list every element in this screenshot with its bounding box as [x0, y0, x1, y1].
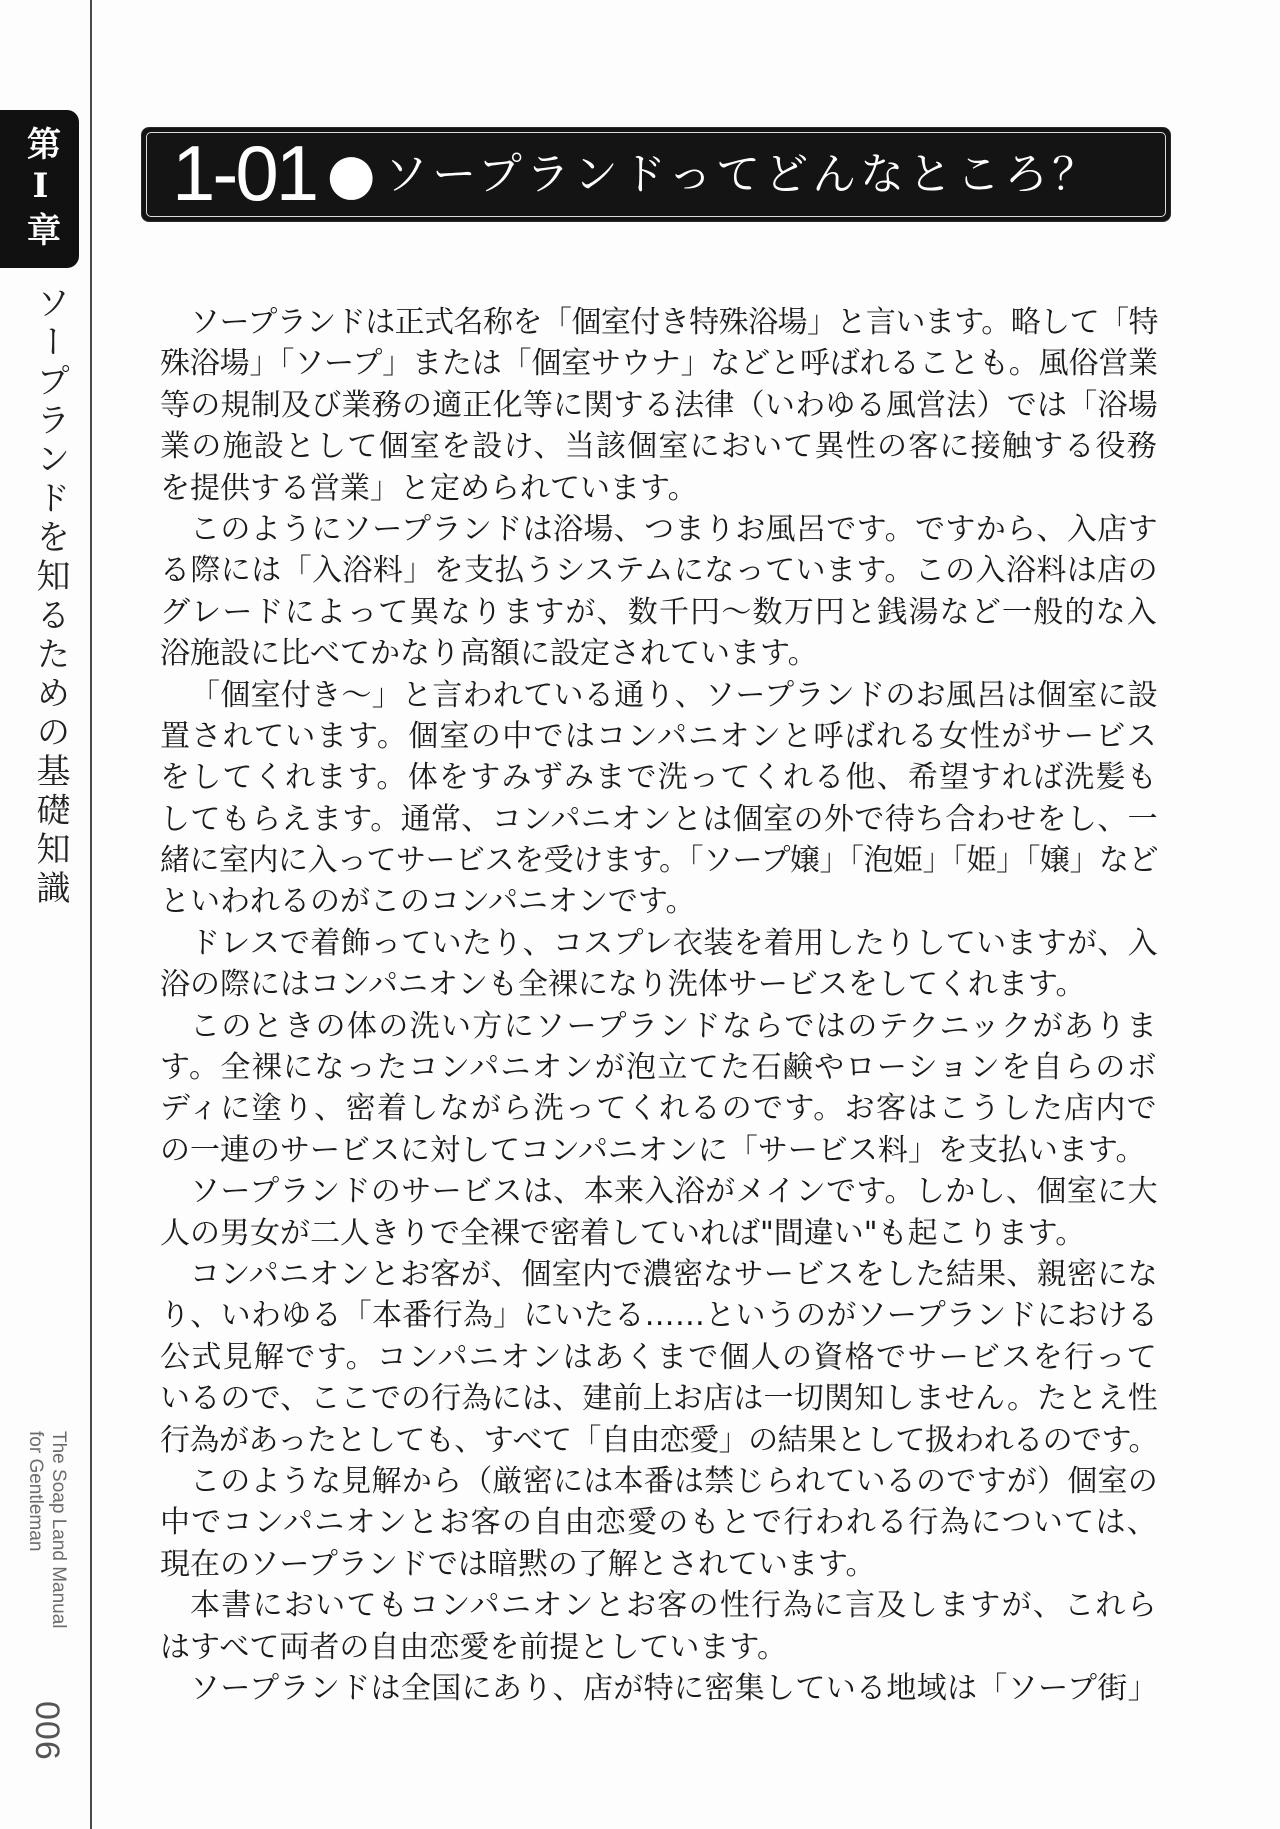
text-line-content: す。全裸になったコンパニオンが泡立てた石鹸やローションを自らのボ [160, 1050, 1158, 1086]
text-line-content: の一連のサービスに対してコンパニオンに「サービス料」を支払います。 [160, 1132, 1146, 1168]
text-line [160, 1213, 1158, 1254]
text-line [160, 1337, 1158, 1378]
text-line-content: いるので、ここでの行為には、建前上お店は一切関知しません。たとえ性 [160, 1381, 1158, 1417]
text-line [160, 550, 1158, 591]
text-line-content: ソープランドは全国にあり、店が特に密集している地域は「ソープ街」 [190, 1670, 1158, 1706]
text-line-content: をしてくれます。体をすみずみまで洗ってくれる他、希望すれば洗髪も [160, 760, 1158, 796]
text-line-content: 人の男女が二人きりで全裸で密着していれば"間違い"も起こります。 [160, 1215, 1086, 1251]
text-line-content: 公式見解です。コンパニオンはあくまで個人の資格でサービスを行って [160, 1339, 1158, 1375]
text-line [160, 675, 1158, 716]
text-line-content: このときの体の洗い方にソープランドならではのテクニックがありま [190, 1008, 1158, 1044]
text-line [160, 716, 1158, 757]
text-line [160, 468, 1158, 509]
paragraph [160, 1668, 1158, 1709]
text-line [160, 1461, 1158, 1502]
text-line-content: ディに塗り、密着しながら洗ってくれるのです。お客はこうした店内で [160, 1091, 1158, 1127]
text-line [160, 1088, 1158, 1129]
text-line [160, 840, 1158, 881]
text-line [160, 1502, 1158, 1543]
text-line-content: 「個室付き～」と言われている通り、ソープランドのお風呂は個室に設 [190, 677, 1158, 713]
text-line [160, 923, 1158, 964]
text-line [160, 1668, 1158, 1709]
text-line-content: このような見解から（厳密には本番は禁じられているのですが）個室の [190, 1463, 1158, 1499]
text-line [160, 1047, 1158, 1088]
text-line [160, 1378, 1158, 1419]
text-line-content: 等の規制及び業務の適正化等に関する法律（いわゆる風営法）では「浴場 [160, 387, 1158, 423]
text-line [160, 964, 1158, 1005]
text-line [160, 1585, 1158, 1626]
text-line [160, 799, 1158, 840]
text-line-content: ソープランドのサービスは、本来入浴がメインです。しかし、個室に大 [190, 1174, 1158, 1210]
section-number: 1-01 [172, 128, 317, 217]
text-line-content: 本書においてもコンパニオンとお客の性行為に言及しますが、これら [190, 1588, 1158, 1624]
text-line [160, 1254, 1158, 1295]
bullet-icon: ● [326, 141, 376, 207]
text-line-content: 殊浴場」「ソープ」または「個室サウナ」などと呼ばれることも。風俗営業 [160, 346, 1158, 382]
text-line-content: 置されています。個室の中ではコンパニオンと呼ばれる女性がサービス [160, 718, 1158, 754]
text-line [160, 343, 1158, 384]
text-line-content: る際には「入浴料」を支払うシステムになっています。この入浴料は店の [160, 553, 1158, 589]
text-line-content: 浴施設に比べてかなり高額に設定されています。 [160, 636, 818, 672]
text-line [160, 1627, 1158, 1668]
paragraph [160, 509, 1158, 675]
text-line-content: ドレスで着飾っていたり、コスプレ衣装を着用したりしていますが、入 [190, 925, 1158, 961]
body-text [160, 302, 1158, 1709]
margin-divider [90, 0, 92, 1829]
text-line-content: り、いわゆる「本番行為」にいたる……というのがソープランドにおける [160, 1298, 1158, 1334]
text-line [160, 1420, 1158, 1461]
section-title: ソープランドってどんなところ？ [384, 149, 1101, 199]
text-line [160, 633, 1158, 674]
text-line-content: はすべて両者の自由恋愛を前提としています。 [160, 1629, 787, 1665]
text-line-content: 浴の際にはコンパニオンも全裸になり洗体サービスをしてくれます。 [160, 967, 1086, 1003]
chapter-tab-label: 第Ⅰ章 [21, 126, 59, 252]
text-line [160, 1006, 1158, 1047]
book-title-line: for Gentleman [25, 1431, 46, 1552]
text-line [160, 1544, 1158, 1585]
paragraph [160, 302, 1158, 509]
text-line [160, 426, 1158, 467]
text-line [160, 757, 1158, 798]
text-line-content: 業の施設として個室を設け、当該個室において異性の客に接触する役務 [160, 429, 1158, 465]
text-line [160, 302, 1158, 343]
text-line [160, 881, 1158, 922]
text-line [160, 1295, 1158, 1336]
paragraph [160, 1254, 1158, 1461]
page-number: 006 [28, 1701, 66, 1761]
text-line [160, 592, 1158, 633]
text-line-content: 中でコンパニオンとお客の自由恋愛のもとで行われる行為については、 [160, 1505, 1158, 1541]
paragraph [160, 1585, 1158, 1668]
book-title-line: The Soap Land Manual [48, 1431, 69, 1629]
paragraph [160, 1171, 1158, 1254]
text-line-content: を提供する営業」と定められています。 [160, 470, 698, 506]
text-line [160, 1130, 1158, 1171]
chapter-title-vertical: ソープランドを知るための基礎知識 [31, 285, 68, 909]
text-line-content: グレードによって異なりますが、数千円～数万円と銭湯など一般的な入 [160, 594, 1158, 630]
book-title [22, 1431, 70, 1646]
text-line-content: ソープランドは正式名称を「個室付き特殊浴場」と言います。略して「特 [190, 305, 1158, 340]
text-line [160, 509, 1158, 550]
text-line-content: 緒に室内に入ってサービスを受けます。「ソープ嬢」「泡姫」「姫」「嬢」など [160, 843, 1158, 879]
text-line-content: してもらえます。通常、コンパニオンとは個室の外で待ち合わせをし、一 [160, 801, 1158, 837]
paragraph [160, 1461, 1158, 1585]
text-line-content: コンパニオンとお客が、個室内で濃密なサービスをした結果、親密にな [190, 1256, 1158, 1292]
section-heading [142, 128, 1170, 221]
text-line [160, 1171, 1158, 1212]
text-line-content: 行為があったとしても、すべて「自由恋愛」の結果として扱われるのです。 [160, 1422, 1158, 1458]
text-line-content: このようにソープランドは浴場、つまりお風呂です。ですから、入店す [190, 511, 1158, 547]
paragraph [160, 923, 1158, 1006]
paragraph [160, 675, 1158, 923]
paragraph [160, 1006, 1158, 1172]
chapter-tab [0, 110, 79, 268]
text-line [160, 385, 1158, 426]
text-line-content: 現在のソープランドでは暗黙の了解とされています。 [160, 1546, 876, 1582]
text-line-content: といわれるのがこのコンパニオンです。 [160, 884, 696, 920]
